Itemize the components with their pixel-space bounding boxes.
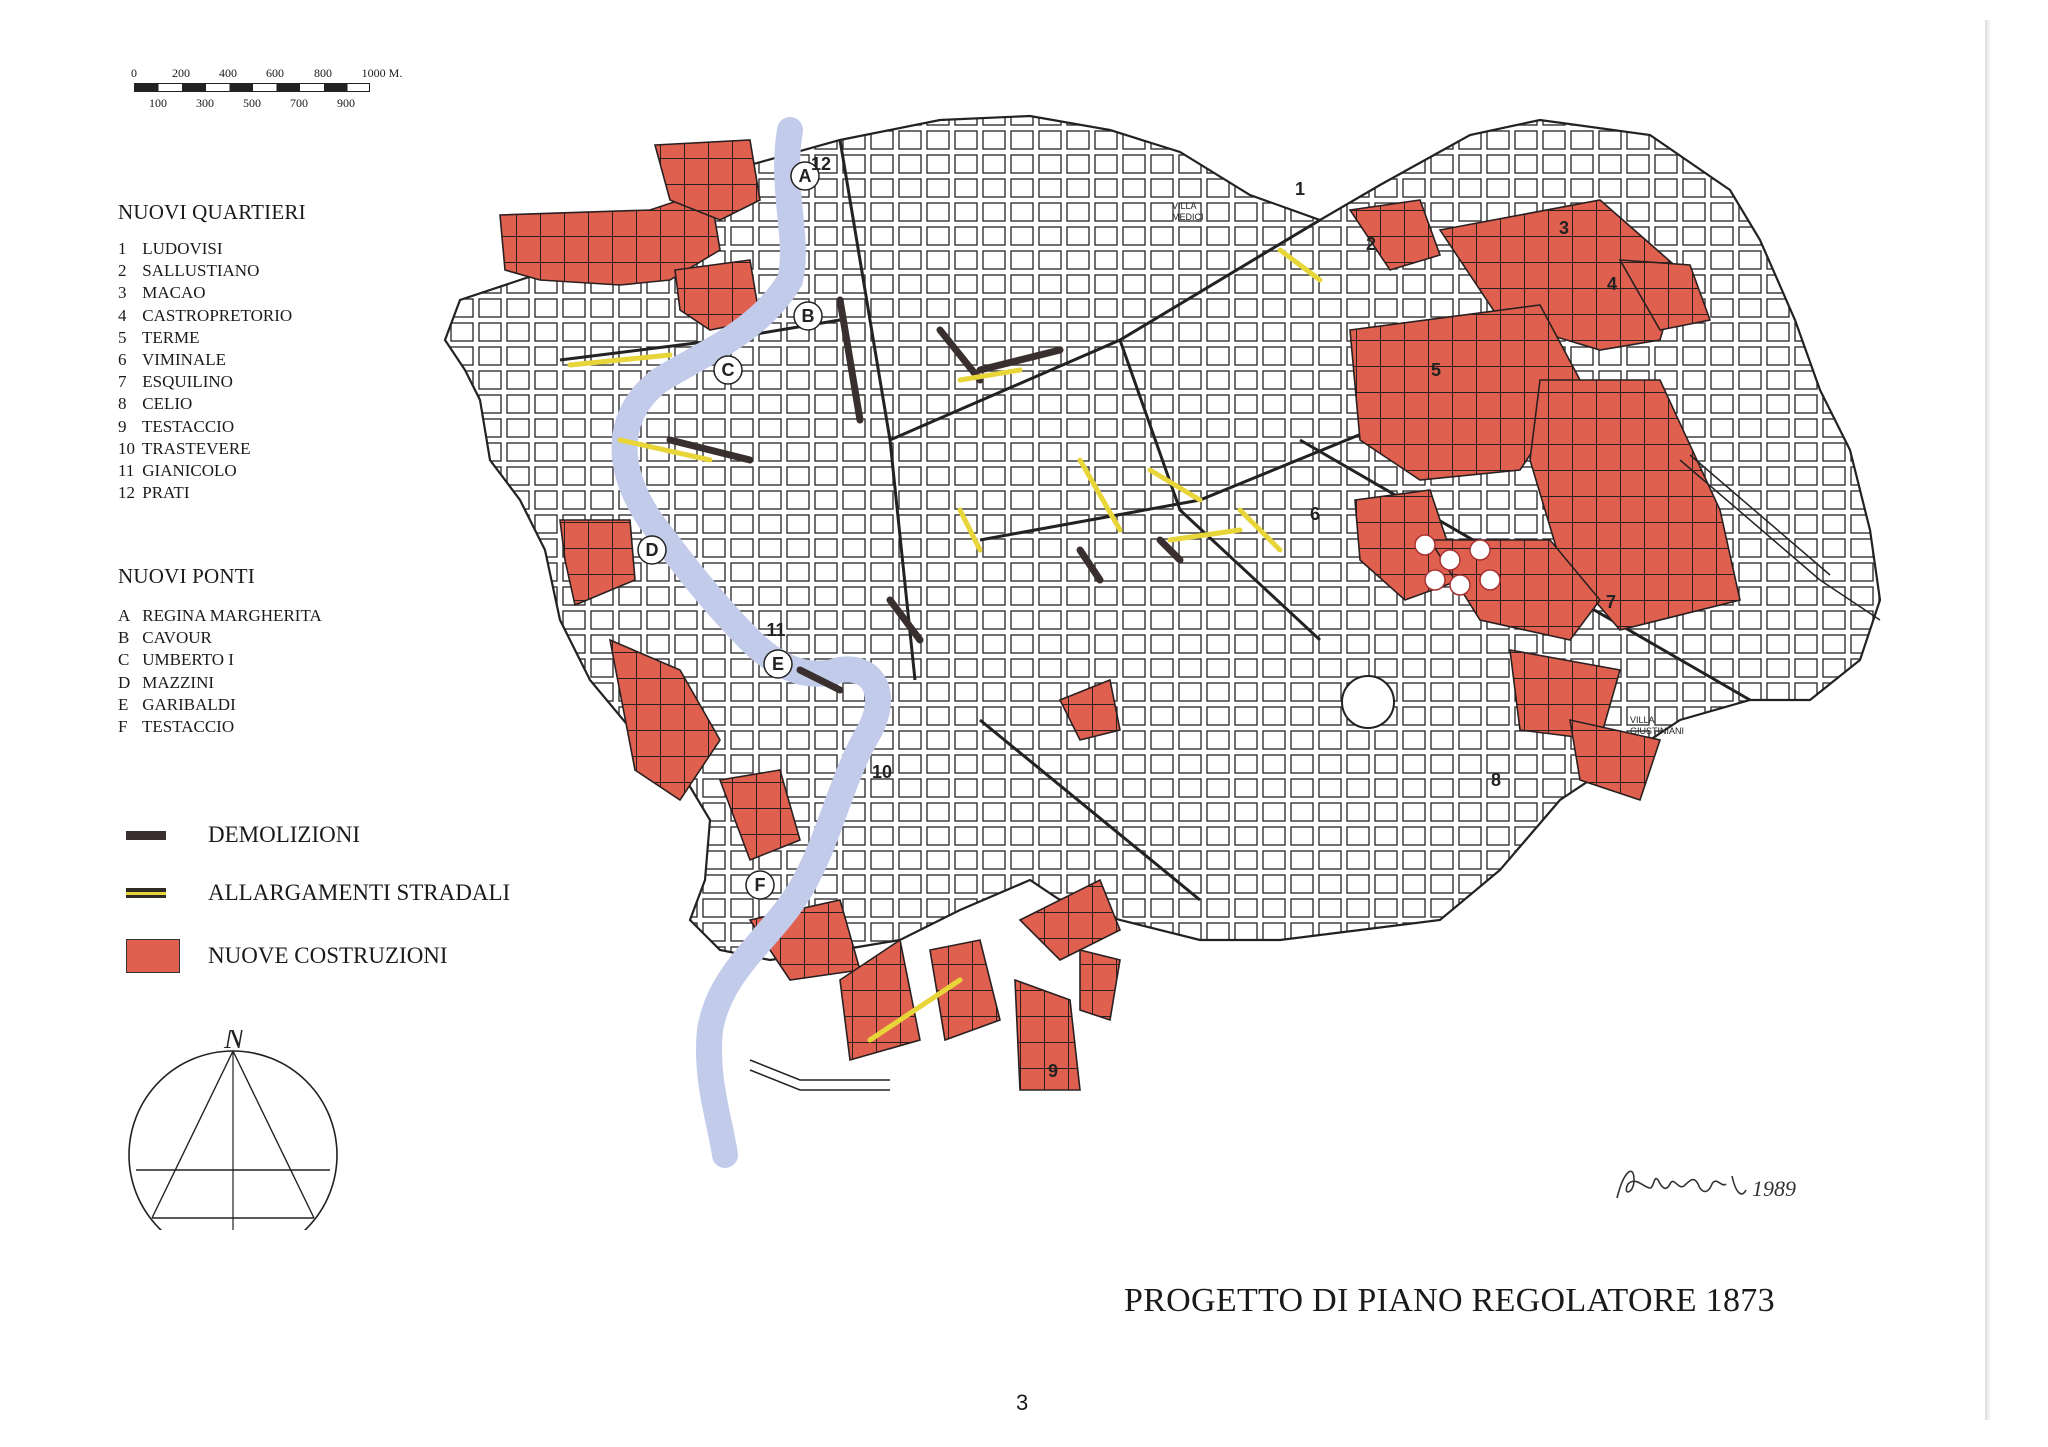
scale-label: 1000 M.	[361, 66, 403, 80]
item-name: MAZZINI	[142, 672, 215, 692]
item-code: A	[118, 606, 131, 625]
list-item	[118, 305, 292, 327]
district-marker: 10	[871, 762, 893, 782]
villa-medici-label: MEDICI	[1172, 212, 1204, 222]
scale-label: 100	[149, 96, 167, 110]
scale-label: 600	[266, 66, 284, 80]
district-marker: 9	[1047, 1061, 1059, 1081]
district-marker: 8	[1490, 770, 1502, 790]
map-title: PROGETTO DI PIANO REGOLATORE 1873	[1124, 1282, 1775, 1319]
list-item	[118, 694, 322, 716]
bridge-label: B	[801, 306, 815, 326]
item-code: 5	[118, 327, 127, 347]
bridge-marker-e	[764, 650, 792, 678]
item-name: ESQUILINO	[142, 372, 233, 392]
item-name: PRATI	[142, 483, 190, 503]
district-marker: 4	[1606, 274, 1618, 294]
bridge-label: D	[645, 540, 659, 560]
scale-label: 0	[131, 66, 137, 80]
item-name: CASTROPRETORIO	[142, 305, 293, 325]
scale-label: 700	[290, 96, 308, 110]
item-code: 8	[118, 394, 127, 414]
bridge-label: E	[771, 654, 785, 674]
bridge-label: F	[754, 875, 766, 895]
scale-label: 300	[196, 96, 214, 110]
page-number: 3	[1016, 1390, 1029, 1415]
bridge-marker-f	[746, 871, 774, 899]
list-item	[118, 282, 292, 304]
new-construction-swatch	[126, 939, 180, 973]
scale-label: 800	[314, 66, 332, 80]
piazza-circle	[1342, 676, 1394, 728]
item-code: 7	[118, 372, 127, 392]
district-marker: 7	[1605, 592, 1617, 612]
widening-swatch	[126, 888, 166, 898]
item-name: TERME	[141, 327, 200, 347]
list-item	[118, 393, 292, 415]
bridge-marker-b	[794, 302, 822, 330]
north-compass-icon	[118, 1030, 348, 1230]
list-item	[118, 260, 292, 282]
bridge-marker-d	[638, 536, 666, 564]
legend-label: DEMOLIZIONI	[208, 822, 361, 847]
item-code: D	[118, 672, 131, 692]
item-name: TESTACCIO	[141, 717, 235, 737]
ponti-title: NUOVI PONTI	[118, 564, 255, 588]
scale-bar	[128, 66, 418, 116]
list-item	[118, 371, 292, 393]
item-name: SALLUSTIANO	[142, 261, 260, 281]
item-code: 6	[118, 350, 127, 370]
demolition-swatch	[126, 831, 166, 840]
list-item	[118, 438, 292, 460]
district-marker: 1	[1294, 179, 1306, 199]
scale-bar-graphic	[134, 83, 370, 92]
list-item	[118, 460, 292, 482]
district-marker: 3	[1558, 218, 1570, 238]
item-name: CELIO	[142, 394, 193, 414]
quartieri-title: NUOVI QUARTIERI	[118, 200, 306, 224]
bridge-label: C	[721, 360, 735, 380]
item-code: 9	[118, 416, 127, 436]
item-code: 4	[118, 305, 127, 325]
villa-giustiniani-label: GIUSTINIANI	[1630, 726, 1685, 736]
scale-label: 500	[243, 96, 261, 110]
list-item	[118, 649, 322, 671]
list-item	[118, 327, 292, 349]
north-label: N	[224, 1030, 245, 1055]
list-item	[118, 672, 322, 694]
item-name: MACAO	[142, 283, 206, 303]
list-item	[118, 482, 292, 504]
item-name: LUDOVISI	[142, 239, 223, 258]
item-name: TESTACCIO	[141, 416, 235, 436]
item-name: GIANICOLO	[142, 461, 237, 481]
item-name: GARIBALDI	[142, 694, 236, 714]
district-marker: 2	[1365, 234, 1377, 254]
district-marker: 11	[766, 620, 786, 640]
item-code: F	[118, 717, 128, 737]
item-code: 11	[118, 461, 135, 481]
signature-year: 1989	[1752, 1176, 1796, 1201]
sheet-edge-shadow	[1985, 20, 1991, 1420]
villa-giustiniani-label: VILLA	[1630, 715, 1655, 725]
item-code: 1	[118, 239, 127, 258]
list-item	[118, 349, 292, 371]
legend-label: ALLARGAMENTI STRADALI	[208, 880, 511, 905]
list-item	[118, 416, 292, 438]
scale-label: 400	[219, 66, 237, 80]
city-plan-map	[420, 80, 1980, 1200]
ponti-list	[118, 605, 322, 738]
legend-label: NUOVE COSTRUZIONI	[208, 943, 448, 968]
item-code: 12	[118, 483, 135, 503]
bridge-marker-c	[714, 356, 742, 384]
item-code: 10	[118, 438, 135, 458]
quartieri-list	[118, 238, 292, 504]
item-code: C	[118, 650, 130, 670]
district-marker: 6	[1309, 504, 1321, 524]
villa-medici-label: VILLA	[1172, 201, 1197, 211]
list-item	[118, 716, 322, 738]
item-code: E	[118, 694, 129, 714]
scale-label: 900	[337, 96, 355, 110]
district-marker: 12	[810, 154, 832, 174]
item-name: CAVOUR	[142, 628, 212, 648]
list-item	[118, 238, 292, 260]
item-name: UMBERTO I	[142, 650, 234, 670]
list-item	[118, 605, 322, 627]
list-item	[118, 627, 322, 649]
item-code: B	[118, 628, 130, 648]
scale-label: 200	[172, 66, 190, 80]
item-code: 3	[118, 283, 127, 303]
item-name: TRASTEVERE	[141, 438, 251, 458]
bridge-label: A	[798, 166, 812, 186]
item-name: REGINA MARGHERITA	[142, 606, 322, 625]
item-code: 2	[118, 261, 127, 281]
signature	[1612, 1154, 1812, 1214]
district-marker: 5	[1430, 360, 1442, 380]
item-name: VIMINALE	[141, 350, 226, 370]
